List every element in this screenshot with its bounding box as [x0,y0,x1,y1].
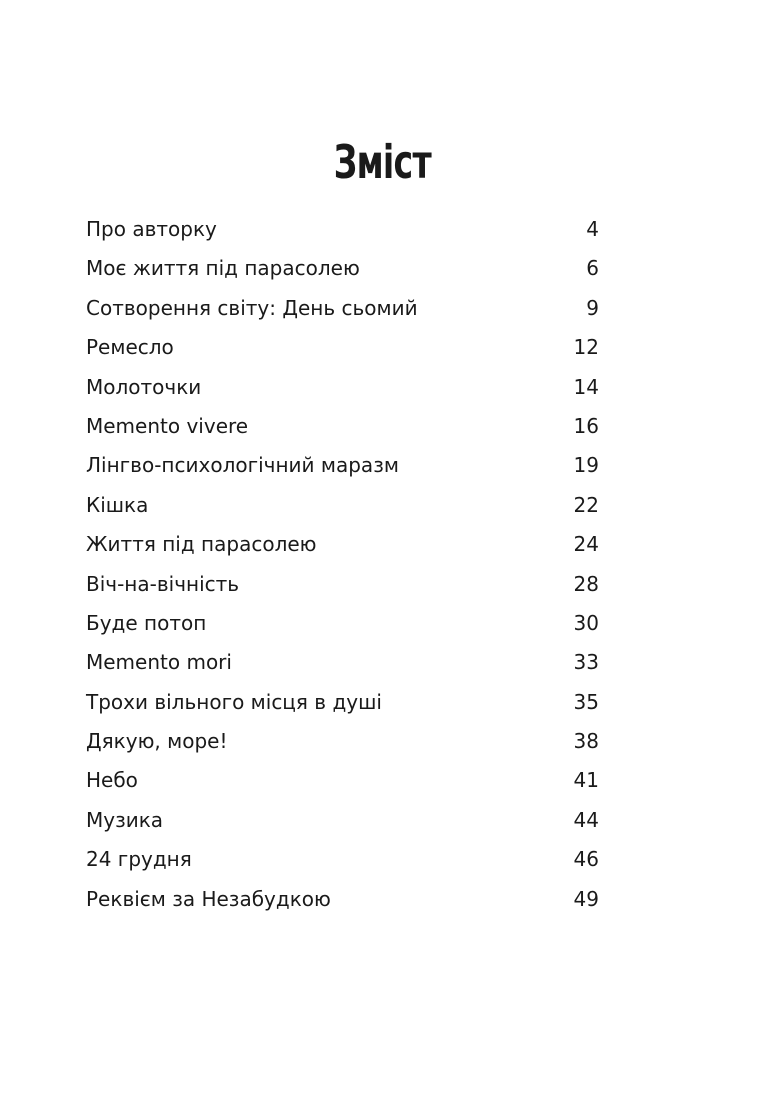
toc-entry-title: Життя під парасолею [86,532,317,557]
toc-entry-page: 41 [573,768,599,793]
toc-entry-title: Дякую, море! [86,729,228,754]
toc-entry [86,328,599,367]
toc-entry [86,761,599,800]
toc-entry-page: 6 [586,256,599,281]
toc-entry-page: 16 [573,413,599,438]
toc-entry [86,683,599,722]
toc-entry-title: Моє життя під парасолею [86,256,360,281]
toc-entry-page: 22 [573,492,599,517]
toc-entry-page: 30 [573,610,599,635]
toc-entry-page: 19 [573,453,599,478]
toc-entry [86,525,599,564]
toc-entry-page: 4 [586,217,599,241]
toc-entry-title: Сотворення світу: День сьомий [86,295,418,320]
toc-entry [86,840,599,879]
toc-entry-page: 33 [573,650,599,675]
toc-entry-page: 44 [573,807,599,832]
toc-entry-page: 12 [573,335,599,360]
toc-entry-page: 38 [573,729,599,754]
table-of-contents [86,210,599,919]
toc-entry-page: 35 [573,689,599,714]
toc-entry-page: 24 [573,532,599,557]
toc-entry [86,565,599,604]
toc-entry [86,880,599,919]
toc-entry [86,289,599,328]
page-title: Зміст [333,135,431,189]
toc-entry-title: Про авторку [86,217,217,241]
toc-entry-title: Віч-на-вічність [86,571,240,596]
toc-entry-title: Memento mori [86,650,232,675]
toc-entry-title: Кішка [86,492,149,517]
toc-entry [86,643,599,682]
toc-entry-title: Трохи вільного місця в душі [86,689,382,714]
toc-entry-title: Ремесло [86,335,174,360]
toc-entry-page: 14 [573,374,599,399]
toc-entry-page: 49 [573,886,599,911]
toc-entry-title: Небо [86,768,138,793]
toc-entry [86,368,599,407]
toc-entry-page: 46 [573,847,599,872]
toc-entry [86,486,599,525]
toc-entry [86,249,599,288]
toc-entry [86,407,599,446]
toc-entry-title: Буде потоп [86,610,207,635]
toc-entry [86,210,599,249]
toc-entry-page: 28 [573,571,599,596]
toc-entry-title: Лінгво-психологічний маразм [86,453,399,478]
toc-entry [86,446,599,485]
toc-entry-page: 9 [586,295,599,320]
toc-entry [86,722,599,761]
toc-entry [86,604,599,643]
toc-entry-title: Реквієм за Незабудкою [86,886,331,911]
toc-entry-title: Memento vivere [86,413,249,438]
toc-entry-title: Молоточки [86,374,202,399]
toc-entry-title: Музика [86,807,164,832]
toc-entry [86,801,599,840]
toc-entry-title: 24 грудня [86,847,192,872]
